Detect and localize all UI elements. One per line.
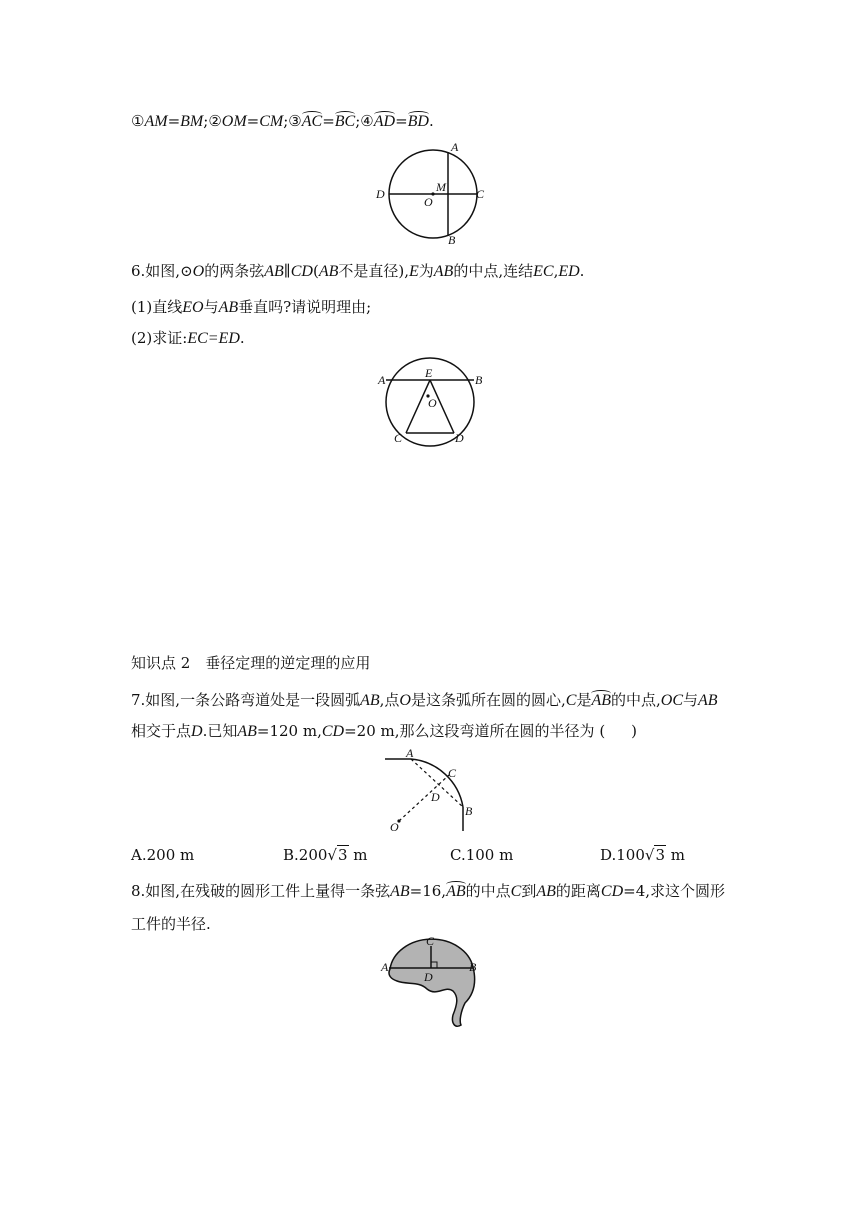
q8-text: 的中点 xyxy=(465,882,511,900)
q6-part1-text: 垂直吗?请说明理由; xyxy=(238,298,372,316)
var-cd: CD xyxy=(321,723,345,740)
var-ab: AB xyxy=(433,263,454,280)
segment-ec xyxy=(406,380,430,433)
conclusion-2-right: CM xyxy=(259,113,284,130)
var-ab: AB xyxy=(264,263,284,280)
comma: , xyxy=(553,262,559,280)
q8-text: =16, xyxy=(409,882,447,900)
option-a[interactable]: A.200 m xyxy=(131,846,195,864)
conclusion-2-number: ② xyxy=(208,112,222,130)
label-b: B xyxy=(469,960,477,974)
q7-text: 7.如图,一条公路弯道处是一段圆弧 xyxy=(131,691,361,709)
var-c: C xyxy=(565,692,577,709)
option-d-unit: m xyxy=(666,846,685,864)
q8-text: 8.如图,在残破的圆形工件上量得一条弦 xyxy=(131,882,391,900)
section-2-title: 知识点 2 垂径定理的逆定理的应用 xyxy=(131,654,371,672)
label-c: C xyxy=(394,431,403,445)
arc-bd: BD xyxy=(407,113,429,130)
label-a: A xyxy=(378,373,386,387)
q7-text: .已知 xyxy=(202,722,238,740)
conclusion-4-number: ④ xyxy=(360,112,374,130)
var-ab: AB xyxy=(536,883,556,900)
var-o: O xyxy=(399,692,411,709)
var-ab: AB xyxy=(390,883,410,900)
q7-text: 的中点, xyxy=(611,691,661,709)
label-b: B xyxy=(448,233,456,247)
separator: ; xyxy=(283,112,289,130)
var-ed: ED xyxy=(558,263,580,280)
label-a: A xyxy=(381,960,389,974)
q6-part1-text: 与 xyxy=(203,298,219,316)
option-b-unit: m xyxy=(348,846,368,864)
var-ab: AB xyxy=(237,723,257,740)
equals-sign: = xyxy=(167,112,181,130)
figure-8-broken-workpiece xyxy=(375,935,495,1035)
label-a: A xyxy=(451,140,459,154)
label-b: B xyxy=(465,804,473,818)
label-o: O xyxy=(424,195,433,209)
period: . xyxy=(579,262,585,280)
var-cd: CD xyxy=(290,263,313,280)
var-ab: AB xyxy=(218,299,239,316)
q6-text: ( xyxy=(312,262,319,280)
q7-text: =120 m, xyxy=(256,722,322,740)
label-c: C xyxy=(448,766,457,780)
arc-ab: AB xyxy=(446,883,466,900)
var-cd: CD xyxy=(600,883,624,900)
option-d-value: D.100 xyxy=(600,846,645,864)
conclusion-1-right: BM xyxy=(180,113,204,130)
label-o: O xyxy=(390,820,399,834)
q8-stem-line-1 xyxy=(131,880,725,901)
q8-stem-line-2: 工件的半径. xyxy=(131,915,211,933)
sqrt-sign: √ xyxy=(644,846,655,864)
label-d: D xyxy=(376,187,385,201)
label-m: M xyxy=(436,180,446,194)
separator: ; xyxy=(203,112,209,130)
figure-6-circle xyxy=(370,345,500,450)
q7-stem-line-1 xyxy=(131,689,718,710)
q6-part2-text: (2)求证: xyxy=(131,329,188,347)
label-c: C xyxy=(476,187,485,201)
conclusion-2-left: OM xyxy=(221,113,247,130)
q6-text: 的两条弦 xyxy=(204,262,265,280)
answer-paren-left: ( xyxy=(599,722,606,740)
var-oc: OC xyxy=(660,692,684,709)
period: . xyxy=(239,329,245,347)
var-eo: EO xyxy=(182,299,204,316)
equals-sign: = xyxy=(246,112,260,130)
q7-text: ,点 xyxy=(379,691,400,709)
figure-5-circle xyxy=(370,140,500,250)
q8-text: 到 xyxy=(521,882,537,900)
label-d: D xyxy=(455,431,464,445)
var-c: C xyxy=(510,883,522,900)
q8-text: =4,求这个圆形 xyxy=(623,882,726,900)
separator: ; xyxy=(355,112,361,130)
label-a: A xyxy=(406,746,414,760)
equals-sign: = xyxy=(395,112,408,130)
label-d: D xyxy=(431,790,440,804)
arc-ac: AC xyxy=(301,113,323,130)
q6-text: 为 xyxy=(418,262,434,280)
q7-text: 相交于点 xyxy=(131,722,192,740)
var-o: O xyxy=(192,263,205,280)
option-b-value: B.200 xyxy=(283,846,328,864)
arc-ab: AB xyxy=(591,692,611,709)
q6-stem xyxy=(131,260,584,281)
period: . xyxy=(428,112,434,130)
option-d[interactable] xyxy=(600,846,685,864)
q6-text: 的中点,连结 xyxy=(453,262,534,280)
conclusion-3-number: ③ xyxy=(288,112,302,130)
q7-stem-line-2 xyxy=(131,720,637,741)
q6-part-2 xyxy=(131,327,245,348)
option-b[interactable] xyxy=(283,846,368,864)
q6-part-1 xyxy=(131,296,371,317)
option-c[interactable]: C.100 m xyxy=(450,846,514,864)
label-b: B xyxy=(475,373,483,387)
conclusion-1-number: ① xyxy=(131,112,145,130)
figure-7-road-arc xyxy=(385,745,485,840)
label-o: O xyxy=(428,396,437,410)
var-ec: EC xyxy=(533,263,554,280)
segment-oc-dashed xyxy=(399,775,449,821)
var-ab: AB xyxy=(318,263,339,280)
q8-text: 的距离 xyxy=(555,882,601,900)
arc-ad: AD xyxy=(373,113,396,130)
parallel-sign: ∥ xyxy=(283,262,291,280)
var-ec-eq-ed: EC=ED xyxy=(187,330,240,347)
q5-conclusions xyxy=(131,112,434,131)
var-ab: AB xyxy=(698,692,718,709)
var-d: D xyxy=(191,723,203,740)
sqrt-3 xyxy=(327,846,348,864)
var-e: E xyxy=(408,263,419,280)
q6-part1-text: (1)直线 xyxy=(131,298,183,316)
label-e: E xyxy=(425,366,433,380)
arc-bc: BC xyxy=(334,113,356,130)
q6-text: 6.如图,⊙ xyxy=(131,262,193,280)
sqrt-sign: √ xyxy=(327,846,337,864)
equals-sign: = xyxy=(322,112,335,130)
sqrt-3 xyxy=(645,846,666,864)
label-d: D xyxy=(424,970,433,984)
q7-text: 是 xyxy=(576,691,592,709)
radicand: 3 xyxy=(337,846,348,864)
radicand: 3 xyxy=(655,846,665,864)
q7-text: 与 xyxy=(683,691,699,709)
q7-text: =20 m,那么这段弯道所在圆的半径为 xyxy=(344,722,595,740)
q7-text: 是这条弧所在圆的圆心, xyxy=(410,691,566,709)
var-ab: AB xyxy=(360,692,380,709)
label-c: C xyxy=(426,934,435,948)
answer-paren-right: ) xyxy=(631,722,638,740)
q6-text: 不是直径), xyxy=(338,262,409,280)
conclusion-1-left: AM xyxy=(144,113,168,130)
